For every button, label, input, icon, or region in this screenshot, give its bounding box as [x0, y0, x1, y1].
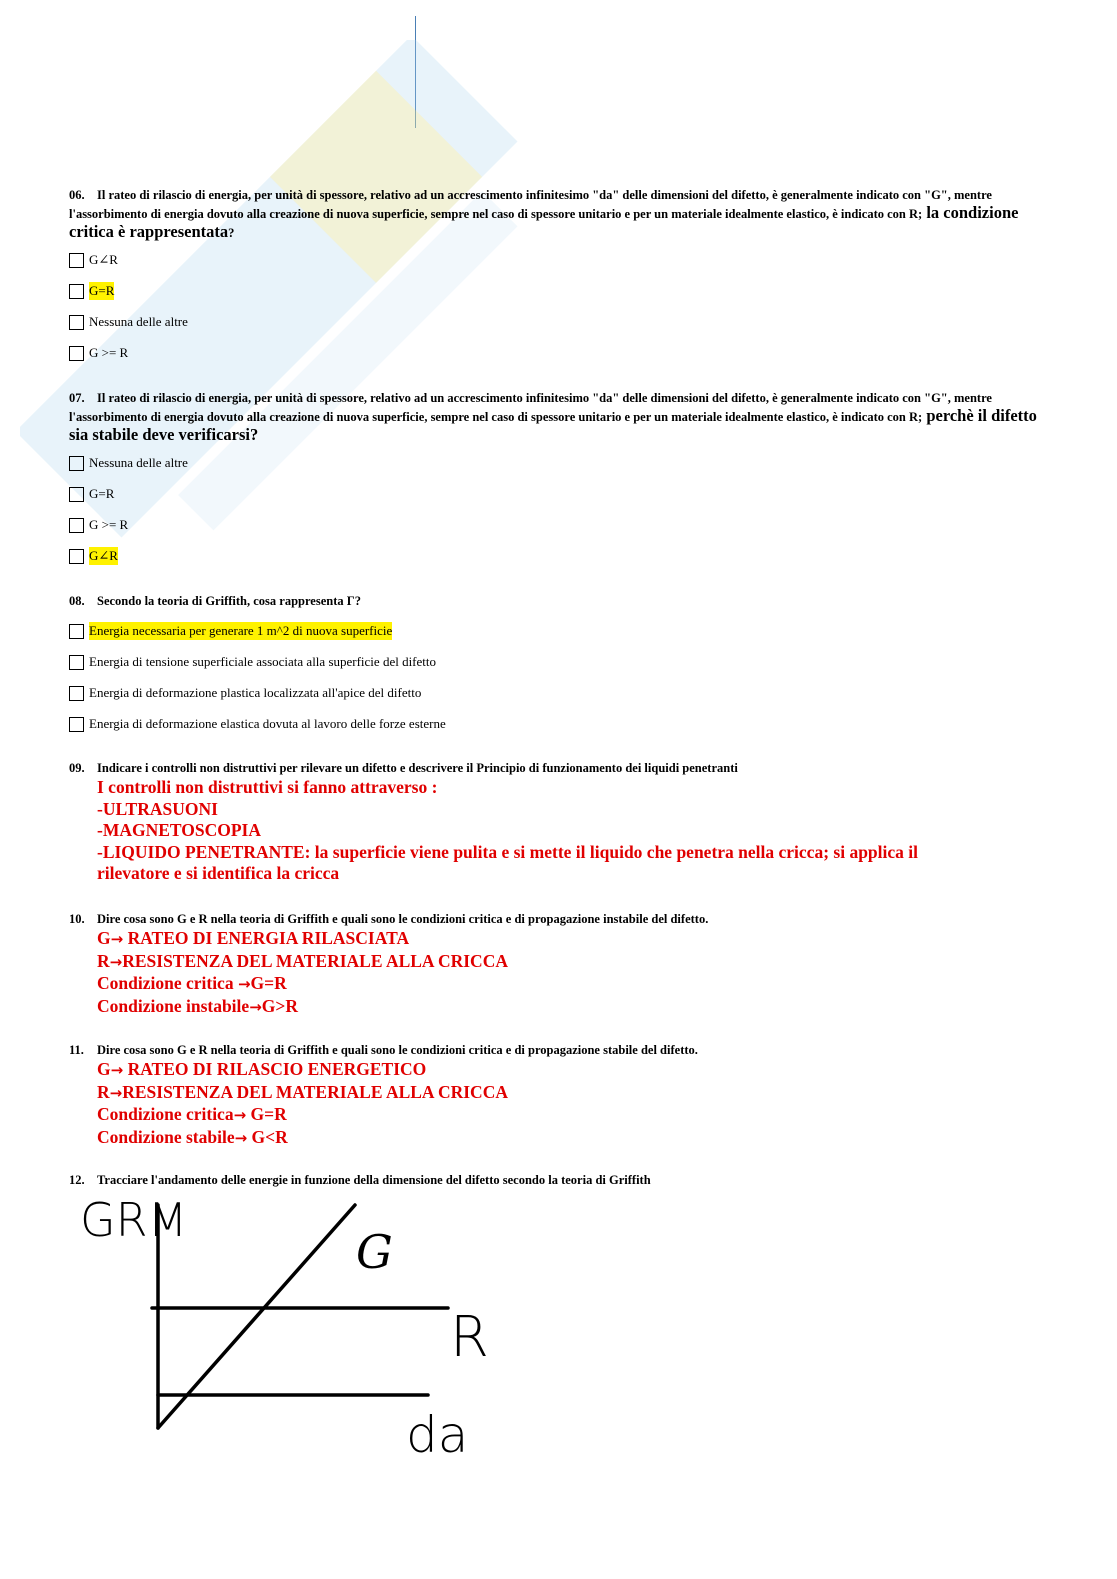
arrow-right-icon: →: [109, 952, 123, 971]
question-mark: ?: [228, 226, 235, 240]
option-label: Nessuna delle altre: [89, 314, 188, 329]
checkbox[interactable]: [69, 717, 84, 732]
question-tail: perchè il difetto sia stabile deve verificarsi?: [69, 406, 1037, 444]
question-text: Dire cosa sono G e R nella teoria di Griffith e quali sono le condizioni critica e di propagazione stabile del difetto.: [97, 1043, 698, 1057]
answer-line: [97, 951, 508, 974]
question-11: [69, 1042, 1039, 1059]
q06-option-4[interactable]: [69, 344, 128, 362]
answer-11: [97, 1059, 508, 1149]
answer-definition: G=R: [246, 1104, 287, 1124]
g-line-label: G: [356, 1225, 393, 1279]
question-number: 09.: [69, 761, 85, 775]
answer-line: -ULTRASUONI: [97, 798, 218, 819]
answer-term: R: [97, 950, 110, 971]
option-label-highlighted: Energia necessaria per generare 1 m^2 di nuova superficie: [89, 623, 393, 638]
checkbox[interactable]: [69, 456, 84, 471]
answer-line: I controlli non distruttivi si fanno attraverso :: [97, 777, 438, 797]
answer-line: [97, 928, 508, 951]
checkbox[interactable]: [69, 655, 84, 670]
arrow-right-icon: →: [110, 1061, 124, 1079]
answer-term: G: [97, 928, 111, 948]
checkbox[interactable]: [69, 315, 84, 330]
arrow-right-icon: →: [237, 975, 251, 993]
answer-10: [97, 928, 508, 1018]
answer-term: Condizione stabile: [97, 1126, 235, 1147]
answer-term: G: [97, 1059, 111, 1079]
option-label: Energia di deformazione elastica dovuta al lavoro delle forze esterne: [89, 716, 446, 731]
answer-definition: RATEO DI RILASCIO ENERGETICO: [123, 1059, 427, 1079]
checkbox[interactable]: [69, 284, 84, 299]
q06-option-3[interactable]: [69, 313, 188, 331]
arrow-right-icon: →: [109, 1083, 123, 1102]
answer-term: Condizione critica: [97, 1104, 234, 1124]
arrow-right-icon: →: [110, 930, 124, 948]
q08-option-1[interactable]: [69, 622, 392, 640]
answer-09: [97, 777, 918, 885]
q07-option-1[interactable]: [69, 454, 188, 472]
q08-option-3[interactable]: [69, 684, 421, 702]
answer-definition: G>R: [261, 995, 298, 1016]
answer-line: [97, 1082, 508, 1105]
question-number: 08.: [69, 594, 85, 608]
option-label: G >= R: [89, 345, 129, 360]
question-09: [69, 760, 1039, 777]
question-text: Dire cosa sono G e R nella teoria di Griffith e quali sono le condizioni critica e di propagazione instabile del difetto.: [97, 912, 709, 926]
checkbox[interactable]: [69, 253, 84, 268]
question-number: 06.: [69, 188, 85, 202]
checkbox[interactable]: [69, 346, 84, 361]
arrow-right-icon: →: [234, 1128, 248, 1147]
option-label: Nessuna delle altre: [89, 455, 188, 470]
option-label: Energia di tensione superficiale associata alla superficie del difetto: [89, 654, 437, 669]
question-text: Il rateo di rilascio di energia, per unità di spessore, relativo ad un accrescimento infinitesimo "da" delle dimensioni del difetto, è generalmente indicato con "G", mentre l'assorbimento di energia dovuto alla creazione di nuova superficie, sempre nel caso di spessore unitario e per un materiale idealmente elastico, è indicato con R;: [69, 391, 992, 424]
answer-definition: RATEO DI ENERGIA RILASCIATA: [123, 928, 410, 948]
option-label-highlighted: G=R: [89, 283, 115, 298]
answer-line: -LIQUIDO PENETRANTE: la superficie viene pulita e si mette il liquido che penetra nella cricca; si applica il: [97, 841, 918, 862]
answer-line: [97, 1104, 508, 1127]
arrow-right-icon: →: [233, 1106, 247, 1124]
checkbox[interactable]: [69, 549, 84, 564]
griffith-energy-sketch: [80, 1170, 510, 1470]
question-number: 10.: [69, 912, 85, 926]
answer-line: -MAGNETOSCOPIA: [97, 820, 261, 840]
answer-definition: G=R: [250, 973, 287, 993]
y-axis-label: GRM: [80, 1193, 188, 1247]
checkbox[interactable]: [69, 487, 84, 502]
option-label: G >= R: [89, 517, 129, 532]
answer-definition: RESISTENZA DEL MATERIALE ALLA CRICCA: [122, 1081, 508, 1102]
question-number: 11.: [69, 1043, 84, 1057]
answer-definition: RESISTENZA DEL MATERIALE ALLA CRICCA: [122, 950, 508, 971]
question-07: [69, 390, 1039, 445]
q06-option-1[interactable]: [69, 251, 118, 269]
q06-option-2[interactable]: [69, 282, 114, 300]
question-10: [69, 911, 1039, 928]
question-number: 07.: [69, 391, 85, 405]
answer-term: Condizione instabile: [97, 995, 250, 1016]
arrow-right-icon: →: [249, 997, 262, 1016]
answer-line: [97, 973, 508, 996]
question-06: [69, 187, 1039, 242]
question-text: Secondo la teoria di Griffith, cosa rappresenta Γ?: [97, 594, 361, 608]
question-text: Il rateo di rilascio di energia, per unità di spessore, relativo ad un accrescimento infinitesimo "da" delle dimensioni del difetto, è generalmente indicato con "G", mentre l'assorbimento di energia dovuto alla creazione di nuova superficie, sempre nel caso di spessore unitario e per un materiale idealmente elastico, è indicato con R;: [69, 188, 992, 221]
q07-option-2[interactable]: [69, 485, 114, 503]
q07-option-4[interactable]: [69, 547, 118, 565]
option-label-highlighted: G∠R: [89, 548, 118, 563]
answer-term: R: [97, 1081, 110, 1102]
checkbox[interactable]: [69, 686, 84, 701]
q08-option-2[interactable]: [69, 653, 436, 671]
question-08: [69, 593, 1039, 610]
r-line-label: R: [450, 1305, 489, 1370]
q08-option-4[interactable]: [69, 715, 446, 733]
answer-line: rilevatore e si identifica la cricca: [97, 863, 340, 883]
answer-definition: G<R: [247, 1126, 288, 1147]
checkbox[interactable]: [69, 624, 84, 639]
option-label: G∠R: [89, 252, 118, 267]
x-axis-label: da: [406, 1406, 469, 1464]
answer-line: [97, 1127, 508, 1150]
option-label: Energia di deformazione plastica localizzata all'apice del difetto: [89, 685, 422, 700]
answer-line: [97, 1059, 508, 1082]
q07-option-3[interactable]: [69, 516, 128, 534]
question-number: 12.: [69, 1173, 85, 1187]
checkbox[interactable]: [69, 518, 84, 533]
question-text: Indicare i controlli non distruttivi per rilevare un difetto e descrivere il Principio di funzionamento dei liquidi penetranti: [97, 761, 738, 775]
answer-line: [97, 996, 508, 1019]
question-text: Tracciare l'andamento delle energie in funzione della dimensione del difetto secondo la teoria di Griffith: [97, 1173, 651, 1187]
answer-term: Condizione critica: [97, 973, 238, 993]
top-divider-line: [415, 16, 416, 128]
option-label: G=R: [89, 486, 115, 501]
question-tail: la condizione critica è rappresentata: [69, 203, 1019, 241]
